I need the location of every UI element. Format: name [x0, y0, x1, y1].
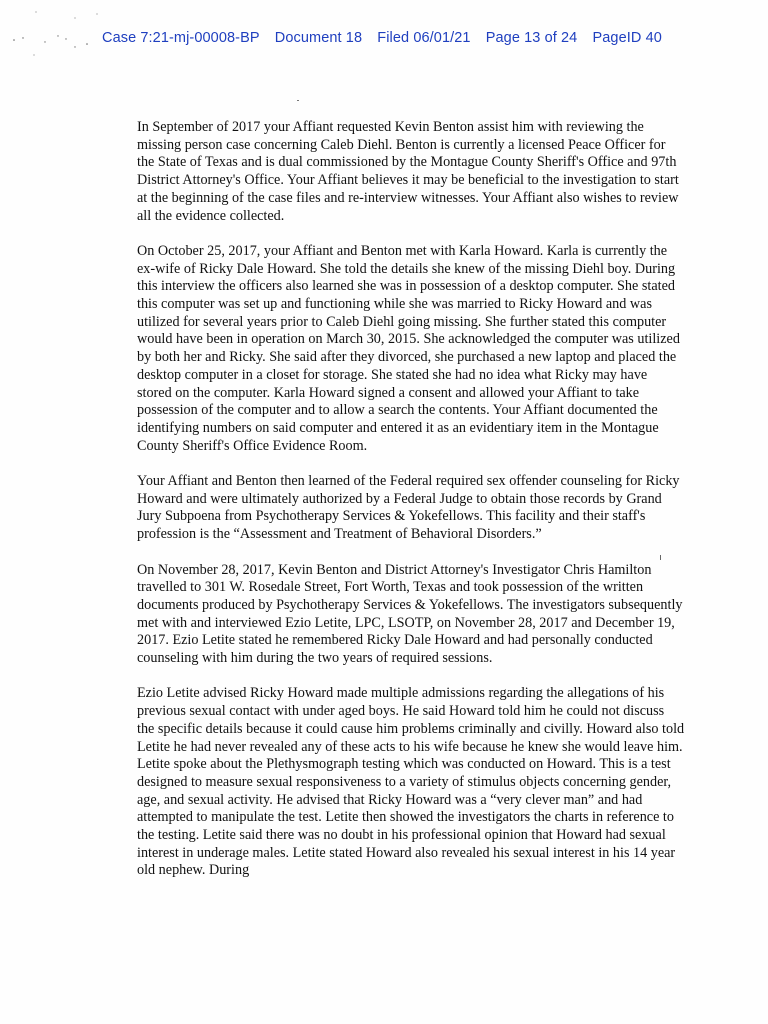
header-page-id: PageID 40: [592, 30, 662, 46]
header-page-number: Page 13 of 24: [485, 30, 578, 46]
paragraph-1: In September of 2017 your Affiant requested Kevin Benton assist him with reviewing the missing person case concerning Caleb Diehl. Benton is currently a licensed Peace Officer for the State of Texas and is dual commissioned by the Montague County Sheriff's Office and 97th District Attorney's Office. Your Affiant believes it may be beneficial to the investigation to start at the beginning of the case files and re-interview witnesses. Your Affiant also wishes to review all the evidence collected.: [137, 119, 679, 224]
header-case-number: Case 7:21-mj-00008-BP: [102, 30, 260, 46]
paragraph-3: Your Affiant and Benton then learned of the Federal required sex offender counseling for Ricky Howard and were ultimately authorized by a Federal Judge to obtain those records by Grand Jury Subpoena from Psychotherapy Services & Yokefellows. This facility and their staff's profession is the “Assessment and Treatment of Behavioral Disorders.”: [137, 473, 680, 543]
scan-tick-mark: [660, 555, 661, 560]
case-header: [102, 30, 662, 46]
scan-specks: [0, 0, 100, 60]
paragraph-2: On October 25, 2017, your Affiant and Benton met with Karla Howard. Karla is currently the ex-wife of Ricky Dale Howard. She told the details she knew of the missing Diehl boy. During this interview the officers also learned she was in possession of a desktop computer. She stated this computer was set up and functioning while she was married to Ricky Howard and was utilized for several years prior to Caleb Diehl going missing. She further stated this computer would have been in operation on March 30, 2015. She acknowledged the computer was utilized by both her and Ricky. She said after they divorced, she purchased a new laptop and placed the desktop computer in a closet for storage. She stated she had no idea what Ricky may have stored on the computer. Karla Howard signed a consent and allowed your Affiant to take possession of the computer and to allow a search the contents. Your Affiant documented the identifying numbers on said computer and entered it as an evidentiary item in the Montague County Sheriff's Office Evidence Room.: [137, 242, 680, 454]
header-document-number: Document 18: [274, 30, 363, 46]
header-filed-date: Filed 06/01/21: [377, 30, 471, 46]
affidavit-body: [137, 119, 685, 898]
paragraph-4: On November 28, 2017, Kevin Benton and District Attorney's Investigator Chris Hamilton travelled to 301 W. Rosedale Street, Fort Worth, Texas and took possession of the written documents produced by Psychotherapy Services & Yokefellows. The investigators subsequently met with and interviewed Ezio Letite, LPC, LSOTP, on November 28, 2017 and December 19, 2017. Ezio Letite stated he remembered Ricky Dale Howard and had personally conducted counseling with him during the two years of required sessions.: [137, 561, 683, 667]
scan-dot: [297, 100, 299, 101]
paragraph-5: Ezio Letite advised Ricky Howard made multiple admissions regarding the allegations of his previous sexual contact with under aged boys. He said Howard told him he could not discuss the specific details because it could cause him problems criminally and civilly. Howard also told Letite he had never revealed any of these acts to his wife because he knew she would leave him. Letite spoke about the Plethysmograph testing which was conducted on Howard. This is a test designed to measure sexual responsiveness to a variety of stimulus objects concerning gender, age, and sexual activity. He advised that Ricky Howard was a “very clever man” and had attempted to manipulate the test. Letite then showed the investigators the charts in reference to the testing. Letite said there was no doubt in his professional opinion that Howard had sexual interest in underage males. Letite stated Howard also revealed his sexual interest in his 14 year old nephew. During: [137, 685, 685, 879]
